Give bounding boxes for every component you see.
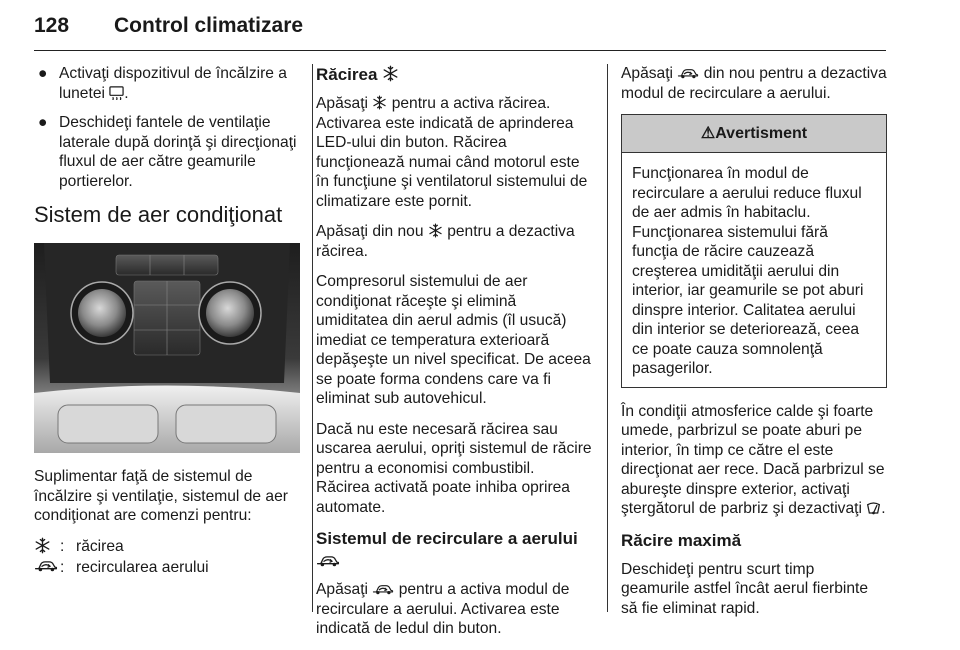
section-heading: Sistem de aer condiţionat [34,202,283,227]
recirculation-icon [677,66,699,80]
paragraph: În condiţii atmosferice calde şi foarte umede, parbrizul se poate aburi pe interior, în timp ce către el este direcţionat aer rece. Dacă parbrizul se abureşte dinspre exterior, activaţi ştergătorul de parbriz şi dezactivaţi . [621,402,886,517]
section-heading: Răcire maximă [621,530,742,550]
snowflake-icon [382,65,399,82]
paragraph: Compresorul sistemului de aer condiţionat răceşte şi elimină umiditatea din aerul admis (îl usucă) imediat ce temperatura exterioară depăşeşte un nivel specificat. De aceea se poate forma condens care va fi eliminat sub autovehicul. [316,273,591,407]
bullet-list [34,64,300,191]
snowflake-icon [372,95,387,110]
warning-text: Funcţionarea în modul de recirculare a aerului reduce fluxul de aer admis în habitaclu. Funcţionarea sistemului fără funcţia de răcire cauzează creşterea umidităţii aerului din interior, iar geamurile se pot aburi dinspre interior. Calitatea aerului din interior se deteriorează, ceea ce poate cauza somnolenţă pasagerilor. [632,165,864,377]
intro-paragraph: Suplimentar faţă de sistemul de încălzire şi ventilaţie, sistemul de aer condiţionat are comenzi pentru: [34,468,288,524]
column-divider [312,64,313,612]
sub-heading: Sistemul de recirculare a aerului [316,528,592,572]
running-title: Control climatizare [114,14,304,37]
page-header [34,6,886,51]
legend-separator: : [60,559,65,576]
legend-separator: : [60,537,65,555]
list-item: ● Deschideţi fantele de ventilaţie laterale după dorinţă şi direcţionaţi fluxul de aer către geamurile portierelor. [38,114,297,190]
bullet-text: Activaţi dispozitivul de încălzire a lunetei [59,65,287,102]
column-middle [316,64,592,650]
page-number: 128 [34,14,70,37]
rear-window-heating-icon [109,85,124,100]
column-left [34,64,300,578]
warning-title: Avertisment [715,125,808,142]
paragraph: Dacă nu este necesară răcirea sau uscarea aerului, opriţi sistemul de răcire pentru a economisi combustibil. Răcirea activată poate inhiba oprirea automate. [316,420,592,516]
column-divider [607,64,608,612]
list-item: ● Activaţi dispozitivul de încălzire a lunetei . [38,65,287,102]
paragraph: Apăsaţi din nou pentru a dezactiva modul de recirculare a aerului. [621,65,887,102]
snowflake-icon [34,537,51,554]
warning-icon: ⚠ [700,125,716,142]
legend-text: răcirea [76,537,124,555]
control-legend [34,537,300,578]
paragraph: Deschideţi pentru scurt timp geamurile astfel încât aerul fierbinte să fie eliminat rapid. [621,560,869,617]
column-right [621,64,887,629]
paragraph: Apăsaţi din nou pentru a dezactiva răcirea. [316,223,575,260]
section-heading: Răcirea [316,64,592,86]
paragraph: Apăsaţi pentru a activa răcirea. Activarea este indicată de aprinderea LED-ului din buton. Răcirea funcţionează numai când motorul este în funcţiune şi ventilatorul sistemului de climatizare este pornit. [316,95,588,210]
snowflake-icon [428,223,443,238]
recirculation-icon [372,582,394,596]
rear-wiper-icon [866,501,881,515]
bullet-end: . [124,84,129,102]
climate-control-panel-photo [34,243,300,453]
recirculation-icon [34,558,58,573]
warning-box [621,114,887,388]
bullet-text: Deschideţi fantele de ventilaţie laterale după dorinţă şi direcţionaţi fluxul de aer către geamurile portierelor. [59,114,297,190]
warning-header [622,115,886,153]
recirculation-icon [316,553,340,568]
legend-text: recircularea aerului [76,559,209,576]
paragraph: Apăsaţi pentru a activa modul de recirculare a aerului. Activarea este indicată de ledul din buton. [316,581,570,637]
